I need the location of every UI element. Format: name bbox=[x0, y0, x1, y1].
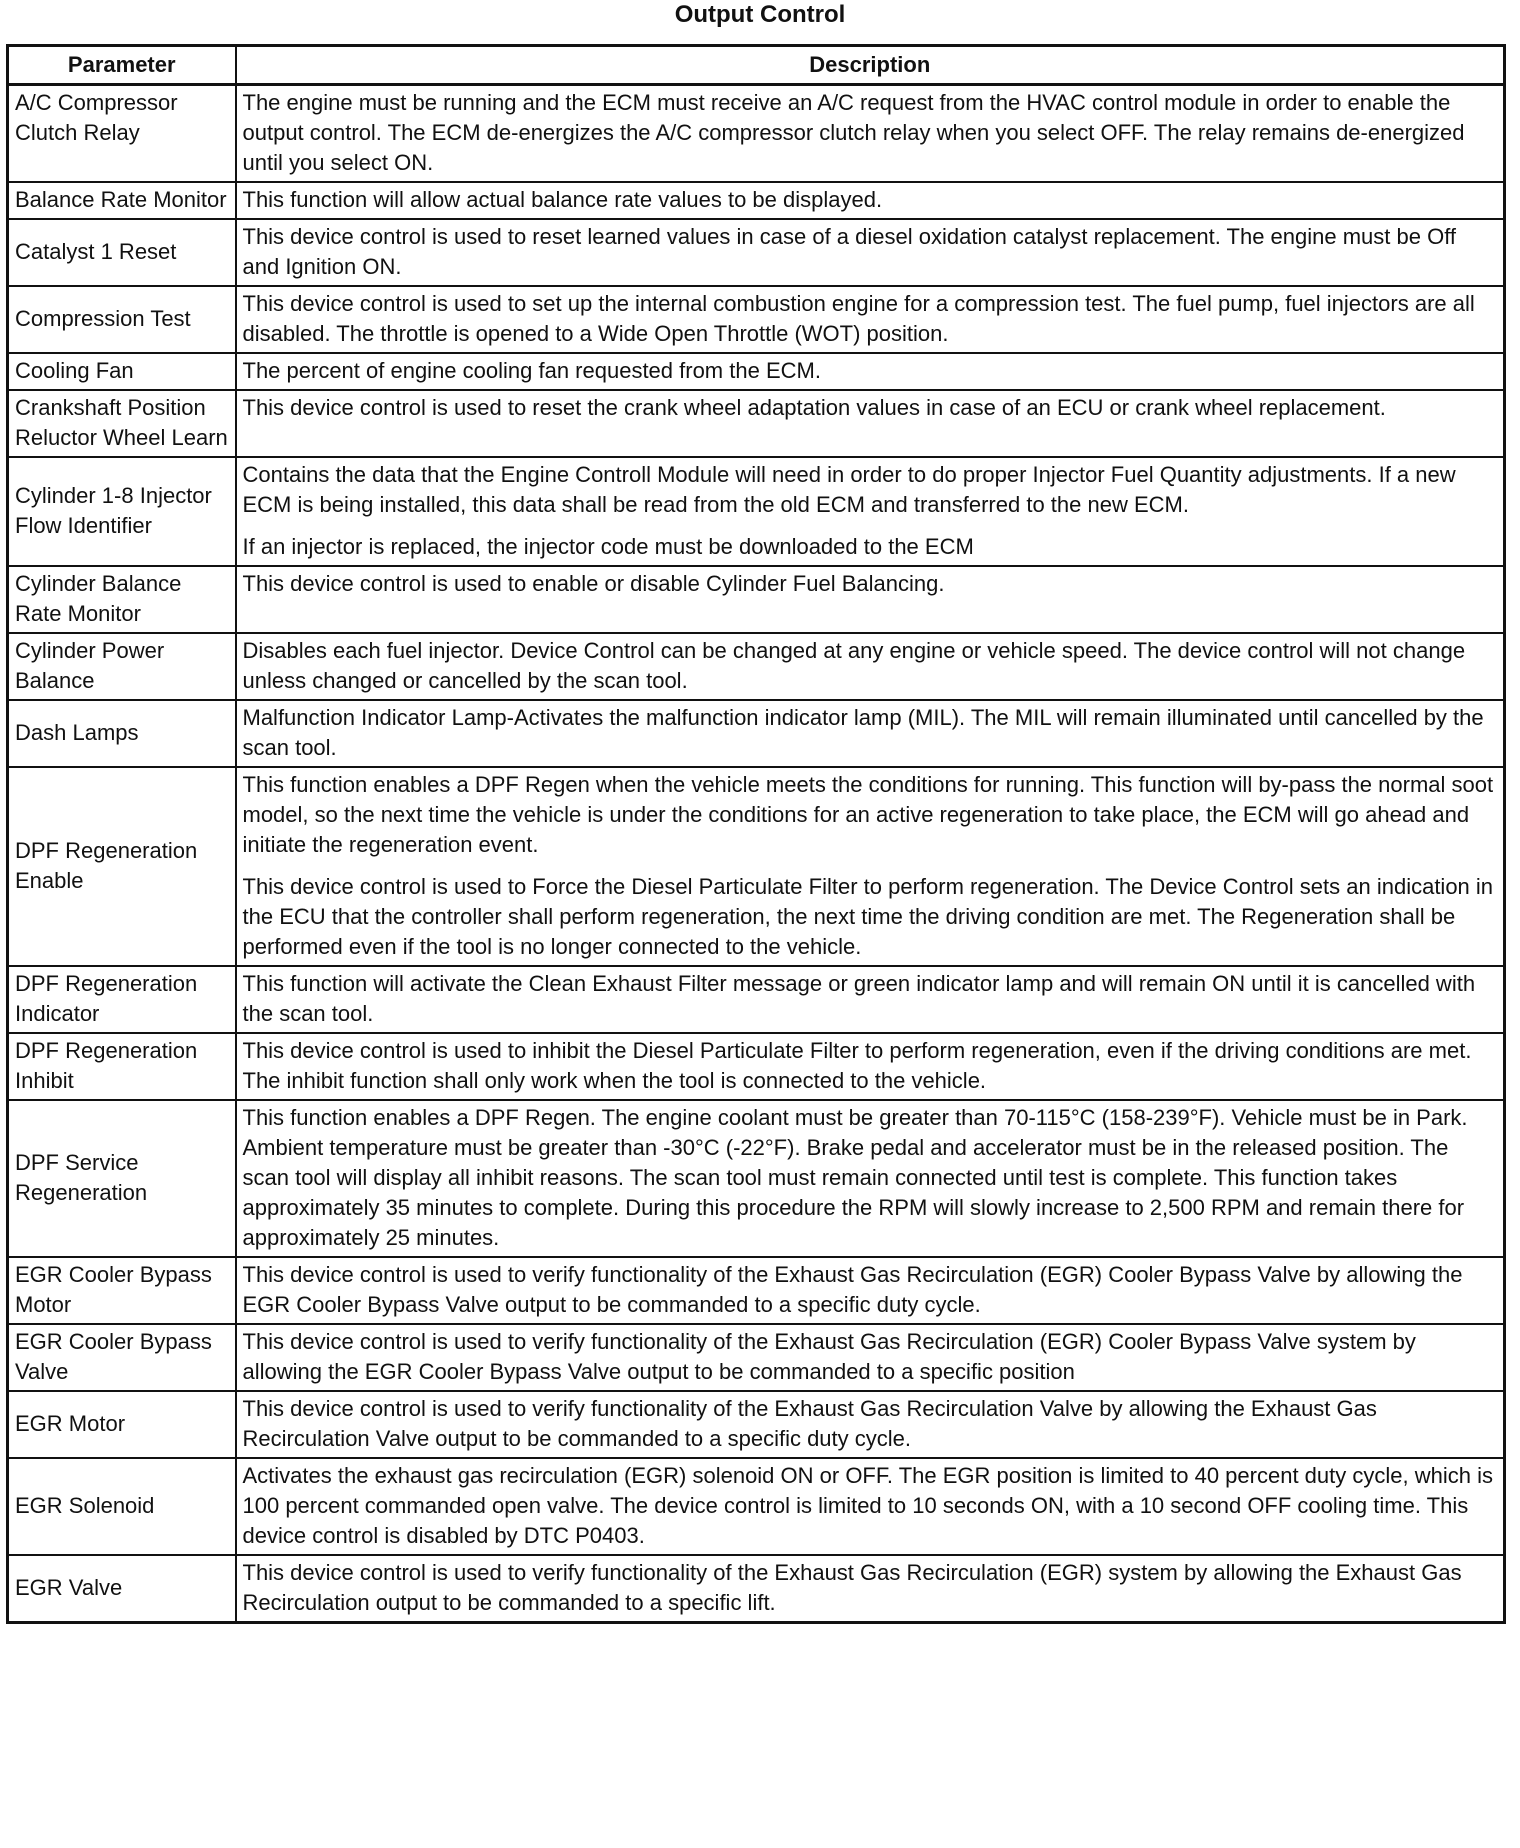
table-row bbox=[8, 390, 1505, 457]
description-paragraph: This device control is used to inhibit the Diesel Particulate Filter to perform regeneration, even if the driving conditions are met. The inhibit function shall only work when the tool is connected to the vehicle. bbox=[242, 1038, 1472, 1093]
description-cell bbox=[236, 219, 1505, 286]
description-cell bbox=[236, 85, 1505, 183]
parameter-cell: A/C Compressor Clutch Relay bbox=[8, 85, 236, 183]
description-cell bbox=[236, 633, 1505, 700]
parameter-cell: EGR Solenoid bbox=[8, 1458, 236, 1555]
description-paragraph: The engine must be running and the ECM must receive an A/C request from the HVAC control module in order to enable the output control. The ECM de-energizes the A/C compressor clutch relay when you select OFF. The relay remains de-energized until you select ON. bbox=[242, 90, 1465, 175]
description-paragraph: This function will activate the Clean Exhaust Filter message or green indicator lamp and will remain ON until it is cancelled with the scan tool. bbox=[242, 971, 1476, 1026]
parameter-cell: Crankshaft Position Reluctor Wheel Learn bbox=[8, 390, 236, 457]
description-cell bbox=[236, 457, 1505, 566]
parameter-cell: DPF Service Regeneration bbox=[8, 1100, 236, 1257]
table-row bbox=[8, 633, 1505, 700]
description-cell bbox=[236, 1257, 1505, 1324]
table-row bbox=[8, 182, 1505, 219]
description-paragraph: This function enables a DPF Regen. The engine coolant must be greater than 70-115°C (158-239°F). Vehicle must be in Park. Ambient temperature must be greater than -30°C (-22°F). Brake pedal and accelerator must be in the released position. The scan tool will display all inhibit reasons. The scan tool must remain connected until test is complete. This function takes approximately 35 minutes to complete. During this procedure the RPM will slowly increase to 2,500 RPM and remain there for approximately 25 minutes. bbox=[242, 1105, 1468, 1250]
description-cell bbox=[236, 566, 1505, 633]
description-paragraph: Activates the exhaust gas recirculation (EGR) solenoid ON or OFF. The EGR position is limited to 40 percent duty cycle, which is 100 percent commanded open valve. The device control is limited to 10 seconds ON, with a 10 second OFF cooling time. This device control is disabled by DTC P0403. bbox=[242, 1463, 1493, 1548]
table-title: Output Control bbox=[674, 1, 846, 28]
table-row bbox=[8, 457, 1505, 566]
table-row bbox=[8, 85, 1505, 183]
parameter-cell: Cylinder 1-8 Injector Flow Identifier bbox=[8, 457, 236, 566]
parameter-cell: Compression Test bbox=[8, 286, 236, 353]
table-row bbox=[8, 1324, 1505, 1391]
parameter-cell: EGR Cooler Bypass Valve bbox=[8, 1324, 236, 1391]
parameter-cell: Catalyst 1 Reset bbox=[8, 219, 236, 286]
table-row bbox=[8, 566, 1505, 633]
description-paragraph: Disables each fuel injector. Device Control can be changed at any engine or vehicle speed. The device control will not change unless changed or cancelled by the scan tool. bbox=[242, 638, 1466, 693]
table-row bbox=[8, 1257, 1505, 1324]
parameter-cell: EGR Valve bbox=[8, 1555, 236, 1623]
description-cell bbox=[236, 1458, 1505, 1555]
table-row bbox=[8, 1033, 1505, 1100]
description-paragraph: This device control is used to verify functionality of the Exhaust Gas Recirculation Valve by allowing the Exhaust Gas Recirculation Valve output to be commanded to a specific duty cycle. bbox=[242, 1396, 1377, 1451]
description-paragraph: This device control is used to verify functionality of the Exhaust Gas Recirculation (EGR) system by allowing the Exhaust Gas Recirculation output to be commanded to a specific lift. bbox=[242, 1560, 1462, 1615]
table-row bbox=[8, 219, 1505, 286]
parameter-cell: Cylinder Balance Rate Monitor bbox=[8, 566, 236, 633]
parameter-cell: Dash Lamps bbox=[8, 700, 236, 767]
table-row bbox=[8, 1391, 1505, 1458]
column-header-parameter: Parameter bbox=[8, 46, 236, 85]
description-cell bbox=[236, 1033, 1505, 1100]
description-paragraph: This device control is used to enable or disable Cylinder Fuel Balancing. bbox=[242, 571, 945, 596]
table-row bbox=[8, 1555, 1505, 1623]
description-paragraph: If an injector is replaced, the injector code must be downloaded to the ECM bbox=[242, 534, 974, 559]
table-row bbox=[8, 1458, 1505, 1555]
description-cell bbox=[236, 1555, 1505, 1623]
description-paragraph: This function will allow actual balance rate values to be displayed. bbox=[242, 187, 883, 212]
parameter-cell: EGR Motor bbox=[8, 1391, 236, 1458]
description-cell bbox=[236, 1324, 1505, 1391]
description-paragraph: Contains the data that the Engine Controll Module will need in order to do proper Injector Fuel Quantity adjustments. If a new ECM is being installed, this data shall be read from the old ECM and transferred to the new ECM. bbox=[242, 462, 1456, 517]
column-header-description: Description bbox=[236, 46, 1505, 85]
description-paragraph: This device control is used to set up the internal combustion engine for a compression test. The fuel pump, fuel injectors are all disabled. The throttle is opened to a Wide Open Throttle (WOT) position. bbox=[242, 291, 1475, 346]
parameter-cell: DPF Regeneration Enable bbox=[8, 767, 236, 966]
description-cell bbox=[236, 1100, 1505, 1257]
parameter-cell: DPF Regeneration Inhibit bbox=[8, 1033, 236, 1100]
description-cell bbox=[236, 353, 1505, 390]
description-cell bbox=[236, 966, 1505, 1033]
description-paragraph: Malfunction Indicator Lamp-Activates the malfunction indicator lamp (MIL). The MIL will remain illuminated until cancelled by the scan tool. bbox=[242, 705, 1484, 760]
parameter-cell: EGR Cooler Bypass Motor bbox=[8, 1257, 236, 1324]
description-paragraph: The percent of engine cooling fan requested from the ECM. bbox=[242, 358, 821, 383]
table-header-row bbox=[8, 46, 1505, 85]
table-row bbox=[8, 353, 1505, 390]
description-cell bbox=[236, 390, 1505, 457]
description-cell bbox=[236, 700, 1505, 767]
table-row bbox=[8, 767, 1505, 966]
parameter-cell: Balance Rate Monitor bbox=[8, 182, 236, 219]
parameter-cell: DPF Regeneration Indicator bbox=[8, 966, 236, 1033]
description-paragraph: This device control is used to Force the Diesel Particulate Filter to perform regeneration. The Device Control sets an indication in the ECU that the controller shall perform regeneration, the next time the driving condition are met. The Regeneration shall be performed even if the tool is no longer connected to the vehicle. bbox=[242, 874, 1494, 959]
table-body bbox=[8, 85, 1505, 1623]
table-row bbox=[8, 1100, 1505, 1257]
parameter-cell: Cylinder Power Balance bbox=[8, 633, 236, 700]
description-paragraph: This device control is used to reset the crank wheel adaptation values in case of an ECU or crank wheel replacement. bbox=[242, 395, 1386, 420]
description-cell bbox=[236, 1391, 1505, 1458]
table-row bbox=[8, 966, 1505, 1033]
description-paragraph: This device control is used to verify functionality of the Exhaust Gas Recirculation (EGR) Cooler Bypass Valve system by allowing the EGR Cooler Bypass Valve output to be commanded to a specific position bbox=[242, 1329, 1416, 1384]
description-paragraph: This function enables a DPF Regen when the vehicle meets the conditions for running. This function will by-pass the normal soot model, so the next time the vehicle is under the conditions for an active regeneration to take place, the ECM will go ahead and initiate the regeneration event. bbox=[242, 772, 1494, 857]
parameter-cell: Cooling Fan bbox=[8, 353, 236, 390]
table-row bbox=[8, 700, 1505, 767]
description-paragraph: This device control is used to reset learned values in case of a diesel oxidation catalyst replacement. The engine must be Off and Ignition ON. bbox=[242, 224, 1457, 279]
description-cell bbox=[236, 767, 1505, 966]
output-control-table bbox=[6, 44, 1506, 1624]
description-cell bbox=[236, 182, 1505, 219]
description-paragraph: This device control is used to verify functionality of the Exhaust Gas Recirculation (EGR) Cooler Bypass Valve by allowing the EGR Cooler Bypass Valve output to be commanded to a specific duty cycle. bbox=[242, 1262, 1463, 1317]
table-row bbox=[8, 286, 1505, 353]
description-cell bbox=[236, 286, 1505, 353]
